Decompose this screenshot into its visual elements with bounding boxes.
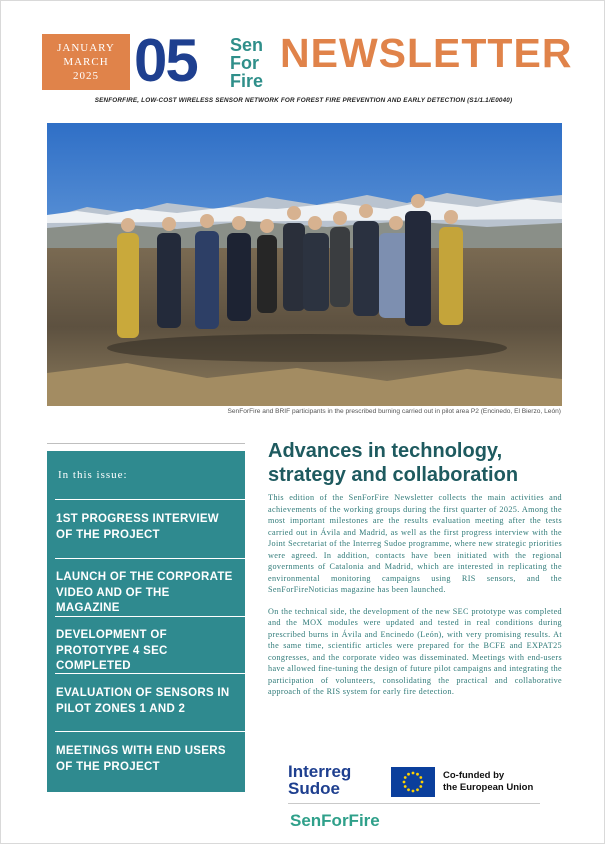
issue-item-prototype[interactable]: DEVELOPMENT OF PROTOTYPE 4 SEC COMPLETED [56, 629, 168, 672]
sidebar-separator [55, 731, 245, 732]
sidebar-separator [55, 499, 245, 500]
date-month-start: JANUARY [57, 42, 115, 54]
sidebar-divider [47, 443, 245, 444]
issue-item-sensor-evaluation[interactable]: EVALUATION OF SENSORS IN PILOT ZONES 1 AND 2 [56, 687, 230, 715]
cofunded-eu-text: Co-funded by the European Union [443, 770, 534, 793]
senforfire-logo: SenForFire [290, 811, 380, 830]
sidebar-separator [55, 616, 245, 617]
article-title: Advances in technology, strategy and collaboration [268, 440, 519, 486]
sidebar-separator [55, 558, 245, 559]
issue-item-progress-interview[interactable]: 1ST PROGRESS INTERVIEW OF THE PROJECT [56, 513, 219, 541]
article-paragraph: On the technical side, the development of the new SEC prototype was completed and the MOX modules were updated and tested in real conditions during prescribed burns in Ávila and Encinedo (León), with very promising results. At the same time, scientific articles were prepared for the BCFE and EXPAT25 congresses, and the corporate video was disseminated. Meetings with end-users have allowed fine-tuning the design of future pilot campaigns and integrating the participation of volunteers, consolidating the practical and collaborative approach of the RIS system for early fire detection. [268, 606, 562, 696]
date-year: 2025 [73, 70, 99, 82]
in-this-issue-heading: In this issue: [58, 469, 128, 481]
newsletter-title: NEWSLETTER [280, 30, 573, 76]
interreg-sudoe-logo: Interreg Sudoe [288, 762, 352, 798]
in-this-issue-panel [47, 451, 245, 792]
issue-item-end-users[interactable]: MEETINGS WITH END USERS OF THE PROJECT [56, 745, 226, 773]
sidebar-separator [55, 673, 245, 674]
issue-number: 05 [134, 27, 197, 94]
project-subtitle: SENFORFIRE, LOW-COST WIRELESS SENSOR NETWORK FOR FOREST FIRE PREVENTION AND EARLY DETECTION (S1/1.1/E0040) [94, 97, 513, 104]
senforfire-stacked-logo: Sen For Fire [230, 35, 264, 91]
photo-caption: SenForFire and BRIF participants in the prescribed burning carried out in pilot area P2 (Encinedo, El Bierzo, León) [227, 408, 561, 415]
article-paragraph: This edition of the SenForFire Newsletter collects the main activities and achievements of the working groups during the first quarter of 2025. Among the most important milestones are the results evaluation meeting after the tests carried out in Ávila and Madrid, as well as the first progress interview with the Joint Secretariat of the Interreg Sudoe programme, where new strategic priorities were agreed. In addition, contacts have been initiated with the regional governments of Catalonia and Madrid, which are interested in replicating the environmental monitoring campaigns using RIS sensors, and the SenForFireNoticias magazine has been launched. [268, 493, 562, 594]
eu-flag-icon [391, 767, 435, 797]
group-photo-illustration [47, 123, 562, 406]
group-photo [47, 123, 562, 406]
date-month-end: MARCH [63, 56, 109, 68]
footer-divider [288, 803, 540, 804]
issue-item-corporate-video[interactable]: LAUNCH OF THE CORPORATE VIDEO AND OF THE MAGAZINE [56, 571, 233, 614]
article-body [268, 492, 562, 708]
issue-date-box [42, 34, 130, 90]
